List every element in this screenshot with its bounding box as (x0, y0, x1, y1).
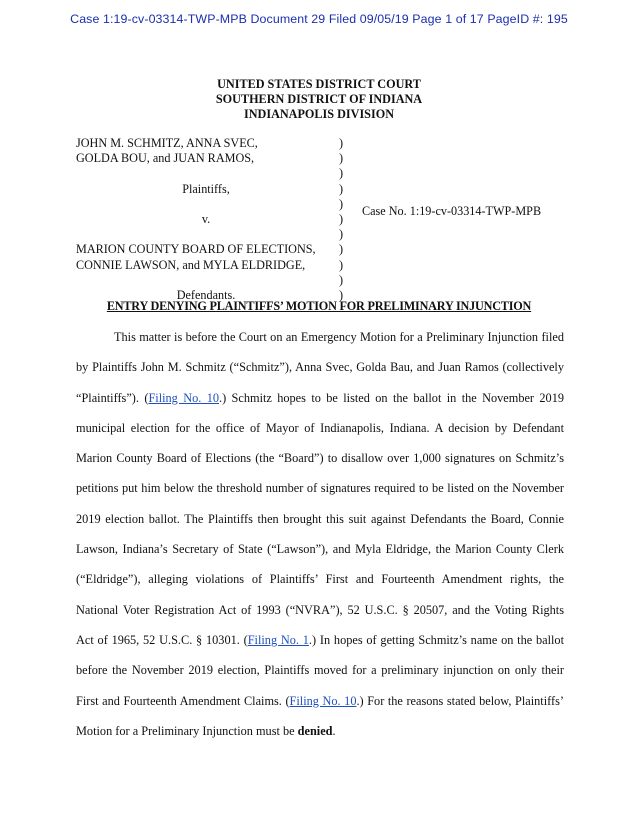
body-line: Act of 1965, 52 U.S.C. § 10301. (Filing No. 1.) In hopes of getting Schmitz’s name on the ballot (76, 632, 564, 647)
court-division: INDIANAPOLIS DIVISION (243, 107, 394, 121)
body-line: municipal election for the office of Mayor of Indianapolis, Indiana. A decision by Defendant (76, 420, 564, 435)
case-number: Case No. 1:19-cv-03314-TWP-MPB (362, 204, 542, 219)
versus-label: v. (201, 211, 211, 226)
plaintiff-names-1: JOHN M. SCHMITZ, ANNA SVEC, (76, 136, 258, 150)
body-line: Lawson, Indiana’s Secretary of State (“Lawson”), and Myla Eldridge, the Marion County Clerk (76, 542, 564, 557)
body-line: This matter is before the Court on an Emergency Motion for a Preliminary Injunction filed (114, 330, 564, 344)
body-line: petitions put him below the threshold number of signatures required to be listed on the November (76, 481, 564, 496)
case-caption (76, 136, 596, 302)
caption-brackets: ) ) ) ) ) ) ) ) ) ) ) (339, 136, 344, 302)
caption-parties (76, 136, 336, 303)
body-line: Motion for a Preliminary Injunction must be denied. (76, 723, 336, 738)
ruling-word: denied (297, 723, 333, 738)
defendant-names-2: CONNIE LAWSON, and MYLA ELDRIDGE, (76, 257, 306, 272)
filing-link[interactable]: Filing No. 1 (247, 632, 309, 647)
court-heading (0, 77, 638, 122)
body-line: National Voter Registration Act of 1993 (“NVRA”), 52 U.S.C. § 20507, and the Voting Rights (76, 602, 564, 617)
filing-link[interactable]: Filing No. 10 (289, 693, 357, 708)
court-name: UNITED STATES DISTRICT COURT (217, 77, 421, 91)
ecf-header: Case 1:19-cv-03314-TWP-MPB Document 29 Filed 09/05/19 Page 1 of 17 PageID #: 195 (70, 12, 568, 26)
body-line: before the November 2019 election, Plaintiffs moved for a preliminary injunction on only their (76, 663, 564, 678)
court-district: SOUTHERN DISTRICT OF INDIANA (215, 92, 423, 106)
entry-title: ENTRY DENYING PLAINTIFFS’ MOTION FOR PRELIMINARY INJUNCTION (106, 299, 532, 313)
body-line: Marion County Board of Elections (the “Board”) to disallow over 1,000 signatures on Schmitz’s (76, 451, 564, 466)
body-line: 2019 election ballot. The Plaintiffs then brought this suit against Defendants the Board, Connie (76, 511, 564, 526)
defendant-names-1: MARION COUNTY BOARD OF ELECTIONS, (76, 242, 316, 257)
body-line: by Plaintiffs John M. Schmitz (“Schmitz”), Anna Svec, Golda Bau, and Juan Ramos (collectively (76, 360, 564, 375)
body-line: “Plaintiffs”). (Filing No. 10.) Schmitz hopes to be listed on the ballot in the November 2019 (76, 390, 564, 405)
plaintiff-names-2: GOLDA BOU, and JUAN RAMOS, (76, 151, 255, 166)
filing-link[interactable]: Filing No. 10 (148, 390, 219, 405)
opinion-body (76, 322, 564, 746)
plaintiffs-label: Plaintiffs, (182, 181, 230, 196)
body-line: First and Fourteenth Amendment Claims. (Filing No. 10.) For the reasons stated below, Plaintiffs’ (76, 693, 564, 708)
body-line: (“Eldridge”), alleging violations of Plaintiffs’ First and Fourteenth Amendment rights, the (76, 572, 564, 587)
defendants-label: Defendants. (176, 287, 236, 302)
